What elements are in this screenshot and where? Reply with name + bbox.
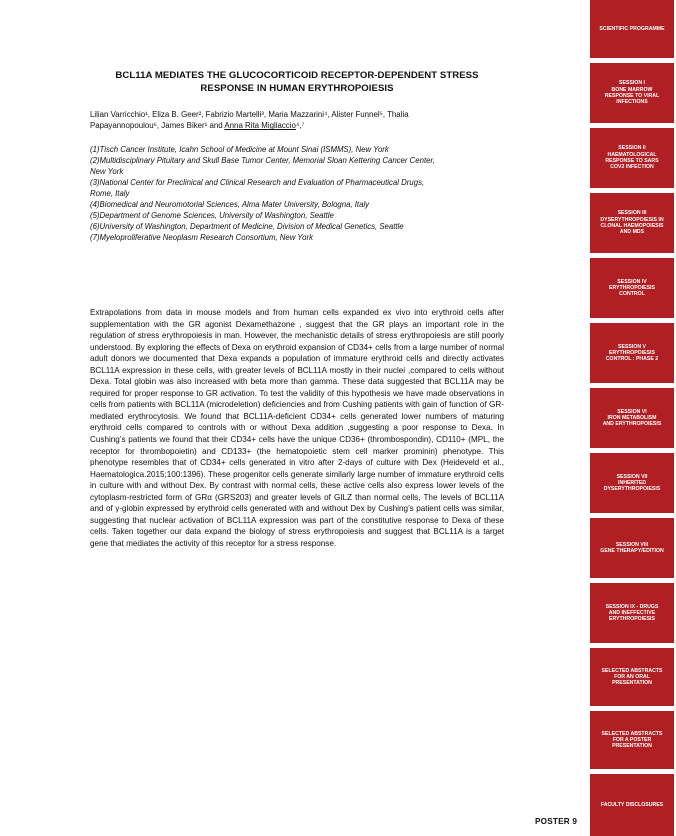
nav-label: AND ERYTHROPOIESIS: [602, 421, 662, 428]
nav-label: RESPONSE TO VIRAL: [604, 93, 660, 99]
nav-session-1[interactable]: [590, 63, 674, 123]
nav-session-2[interactable]: [590, 128, 674, 188]
nav-label: PRESENTATION: [612, 743, 652, 750]
affiliation-item: (5)Department of Genome Sciences, University of Washington, Seattle: [90, 211, 334, 221]
nav-label: CLONAL HAEMOPOIESIS: [600, 223, 664, 229]
nav-scientific-programme[interactable]: [590, 0, 674, 58]
nav-label: PRESENTATION: [612, 680, 652, 687]
nav-label: GENE THERAPY/EDITION: [600, 548, 664, 554]
nav-label: SELECTED ABSTRACTS: [601, 667, 663, 674]
affiliation-item: (3)National Center for Preclinical and Clinical Research and Evaluation of Pharmaceutical Drugs,: [90, 178, 425, 188]
nav-session-4[interactable]: [590, 258, 674, 318]
nav-label: SELECTED ABSTRACTS: [601, 730, 663, 737]
affiliation-item: (6)University of Washington, Department of Medicine, Division of Medical Genetics, Seattle: [90, 222, 404, 232]
nav-label: RESPONSE TO SARS: [605, 158, 659, 164]
author-list: [90, 109, 504, 131]
nav-label: ERYTHROPOIESIS: [609, 349, 655, 356]
nav-label: SESSION IV: [617, 278, 647, 285]
nav-poster-abstracts[interactable]: [590, 711, 674, 769]
nav-label: HAEMATOLOGICAL: [607, 151, 657, 158]
nav-label: FOR A POSTER: [612, 736, 652, 743]
nav-label: SESSION III: [617, 210, 647, 217]
nav-label: SCIENTIFIC PROGRAMME: [599, 25, 665, 32]
poster-title: [90, 70, 504, 95]
nav-label: SESSION II: [618, 145, 646, 152]
nav-label: COV2 INFECTION: [610, 164, 654, 171]
affiliation-item: (7)Myeloproliferative Neoplasm Research Consortium, New York: [90, 233, 314, 243]
nav-label: ERYTHROPOIESIS: [609, 616, 655, 623]
presenting-author: Anna Rita Migliaccio: [224, 121, 296, 131]
nav-label: AND INEFFECTIVE: [608, 609, 656, 616]
abstract-text: Extrapolations from data in mouse models and from human cells expanded ex vivo into erythroid cells after supplementation with the GR agonist Dexamethazone , suggest that the GR plays an important role in the regulation of stress erythropoiesis in man. However, the mechanistic details of stress erythropoiesis are still poorly understood. By exploring the effects of Dexa on erythroid expansion of CD34+ cells from a large number of normal adult donors we documented that Dexa expands a population of immature erythroid cells and directly activates BCL11A expression in these cells, with greater levels of BCL11A mostly in their nuclei ,compared to cells without Dexa. Total globin was also increased with beta more than gamma. These data suggested that BCL11A may be required for proper response to GR activation. To test the validity of this hypothesis we have made observations in cells from patients with BCL11A (microdeletion) deficiencies and from Cushing patients with gain of function of GR-mediated erythrocytosis. We found that BCL11A-deficient CD34+ cells generated lower numbers of maturing erythroid cells compared to controls with or without Dexa addition ,suggesting a poor response to Dexa. In Cushing’s patients we found that their CD34+ cells have the unique CD36+ (thrombospondin), CD110+ (MPL, the receptor for thrombopoietin) and CD133+ (the hematopoietic stem cell marker prominin) phenotype. This phenotype resembles that of CD34+ cells generated in vitro after 2-days of culture with Dex (Heideveld et al., Haematologica.2015;100:1396). These progenitor cells generate similarly large number of immature erythroid cells in culture with and without Dex. By contrast with normal cells, these active cells also express lower levels of the cytoplasm-restricted form of GRα (GRS203) and greater levels of GILZ than normal cells, The levels of BCL11A and of γ-globin expressed by erythroid cells generated with and without Dex by Cushing’s patient cells was similar, suggesting that nuclear activation of BCL11A expression was part of the constitutive response to Dexa of these cells. Taken together our data expand the biology of stress erythropoiesis and suggest that BCL11A is a target gene that mediates the activity of this receptor for a stress response.: [90, 308, 504, 548]
title-line: RESPONSE IN HUMAN ERYTHROPOIESIS: [200, 82, 394, 94]
presenting-author-affiliation: ⁴,⁷: [295, 121, 305, 131]
nav-label: CONTROL: [619, 291, 645, 298]
affiliation-list: [90, 144, 504, 243]
author-line: [90, 120, 504, 131]
nav-label: SESSION VII: [616, 473, 648, 480]
affiliation-item: Rome, Italy: [90, 189, 130, 199]
nav-faculty-disclosures[interactable]: [590, 774, 674, 836]
nav-label: AND MDS: [619, 229, 645, 236]
affiliation-item: (4)Biomedical and Neuromotorial Sciences, Alma Mater University, Bologna, Italy: [90, 200, 370, 210]
affiliation-item: (1)Tisch Cancer Institute, Icahn School of Medicine at Mount Sinai (ISMMS), New York: [90, 145, 389, 155]
affiliation-item: (2)Multidisciplinary Pituitary and Skull Base Tumor Center, Memorial Sloan Kettering Cancer Center,: [90, 156, 435, 166]
author-line: Lilian Varricchio¹, Eliza B. Geer², Fabrizio Martelli³, Maria Mazzarini⁴, Alister Funnel⁵, Thalia: [90, 110, 409, 120]
title-line: BCL11A MEDIATES THE GLUCOCORTICOID RECEPTOR-DEPENDENT STRESS: [115, 70, 479, 81]
nav-label: FACULTY DISCLOSURES: [600, 801, 664, 808]
nav-label: INHERITED: [618, 479, 646, 486]
nav-label: SESSION I: [619, 80, 645, 87]
nav-session-6[interactable]: [590, 388, 674, 448]
author-line-prefix: Papayannopoulou⁶, James Biker¹ and: [90, 121, 225, 131]
affiliation-item: New York: [90, 167, 124, 177]
nav-oral-abstracts[interactable]: [590, 648, 674, 706]
nav-label: ERYTHROPOIESIS: [609, 284, 655, 291]
nav-label: INFECTIONS: [616, 99, 648, 106]
nav-label: FOR AN ORAL: [614, 673, 650, 680]
nav-label: IRON METABOLISM: [607, 414, 657, 421]
nav-label: SESSION VI: [617, 408, 647, 415]
nav-session-9[interactable]: [590, 583, 674, 643]
session-sidebar: [590, 0, 674, 836]
nav-label: DYSERYTHROPOIESIS: [603, 486, 661, 493]
nav-label: CONTROL : PHASE 2: [605, 356, 659, 363]
nav-session-8[interactable]: [590, 518, 674, 578]
main-content: [90, 70, 504, 548]
nav-label: SESSION VIII: [615, 541, 649, 548]
nav-label: SESSION IX - DRUGS: [605, 603, 659, 610]
nav-session-5[interactable]: [590, 323, 674, 383]
nav-label: BONE MARROW: [611, 86, 653, 93]
nav-label: DYSERYTHROPOIESIS IN: [600, 216, 664, 223]
nav-session-3[interactable]: [590, 193, 674, 253]
nav-session-7[interactable]: [590, 453, 674, 513]
poster-number: POSTER 9: [535, 817, 578, 826]
nav-label: SESSION V: [618, 343, 646, 350]
